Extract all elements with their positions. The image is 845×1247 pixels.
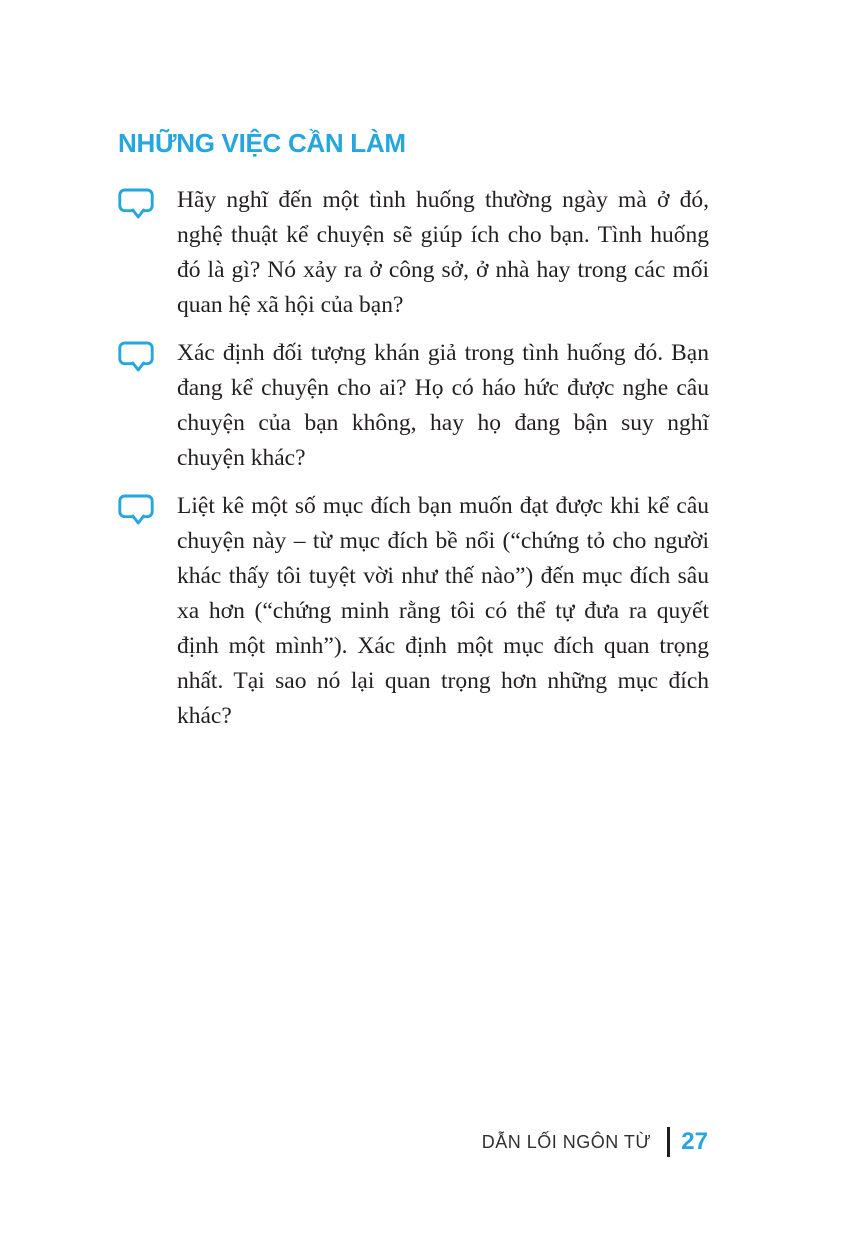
running-title: DẪN LỐI NGÔN TỪ — [481, 1131, 652, 1152]
checklist-item-text: Liệt kê một số mục đích bạn muốn đạt được khi kể câu chuyện này – từ mục đích bề nổi (“chứng tỏ cho người khác thấy tôi tuyệt vời như thế nào”) đến mục đích sâu xa hơn (“chứng minh rằng tôi có thể tự đưa ra quyết định một mình”). Xác định một mục đích quan trọng nhất. Tại sao nó lại quan trọng hơn những mục đích khác? — [177, 493, 709, 729]
checklist-item — [118, 336, 709, 476]
footer-divider — [667, 1127, 670, 1157]
page-footer — [482, 1127, 708, 1157]
speech-bubble-icon — [118, 183, 177, 219]
section-heading: NHỮNG VIỆC CẦN LÀM — [118, 128, 406, 158]
page-content — [118, 130, 709, 747]
checklist-item — [118, 489, 709, 734]
checklist-item — [118, 183, 709, 323]
checklist-item-text: Xác định đối tượng khán giả trong tình huống đó. Bạn đang kể chuyện cho ai? Họ có háo hức được nghe câu chuyện của bạn không, hay họ đang bận suy nghĩ chuyện khác? — [177, 340, 709, 471]
checklist-item-text: Hãy nghĩ đến một tình huống thường ngày mà ở đó, nghệ thuật kể chuyện sẽ giúp ích cho bạn. Tình huống đó là gì? Nó xảy ra ở công sở, ở nhà hay trong các mối quan hệ xã hội của bạn? — [177, 187, 709, 318]
page-number: 27 — [681, 1128, 708, 1155]
speech-bubble-icon — [118, 336, 177, 372]
speech-bubble-icon — [118, 489, 177, 525]
